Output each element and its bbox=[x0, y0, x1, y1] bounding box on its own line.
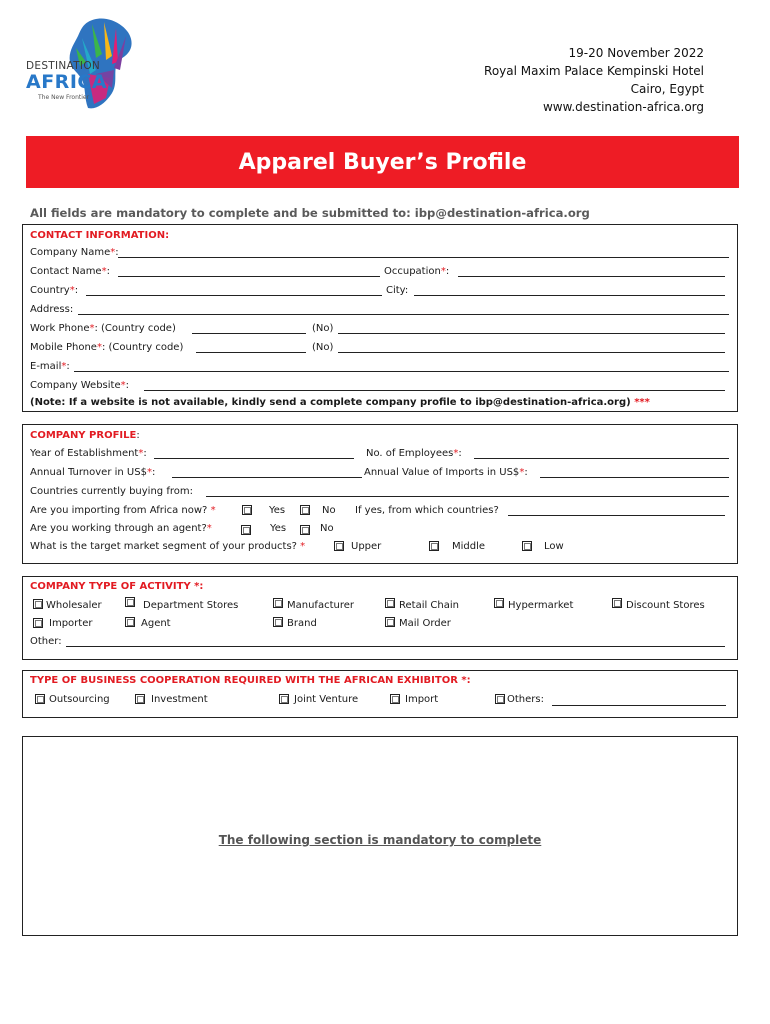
discount-stores-label: Discount Stores bbox=[626, 600, 705, 611]
colon: : bbox=[106, 266, 110, 277]
importing-yes-checkbox[interactable] bbox=[242, 505, 252, 515]
retail-chain-checkbox[interactable] bbox=[385, 598, 395, 608]
manufacturer-checkbox[interactable] bbox=[273, 598, 283, 608]
importing-row bbox=[30, 504, 729, 518]
joint-venture-label: Joint Venture bbox=[294, 694, 359, 705]
mail-order-checkbox[interactable] bbox=[385, 617, 395, 627]
address-field[interactable] bbox=[78, 314, 729, 315]
company-profile-heading-wrap bbox=[30, 430, 140, 441]
final-section bbox=[22, 736, 738, 936]
year-field[interactable] bbox=[154, 458, 354, 459]
joint-venture-checkbox[interactable] bbox=[279, 694, 289, 704]
importing-question: Are you importing from Africa now? bbox=[30, 505, 208, 516]
final-section-note: The following section is mandatory to complete bbox=[218, 833, 542, 847]
colon: : bbox=[143, 448, 147, 459]
colon: : bbox=[125, 380, 129, 391]
segment-question: What is the target market segment of your products? bbox=[30, 541, 297, 552]
required-star: * bbox=[138, 448, 144, 459]
work-no-label: (No) bbox=[312, 323, 334, 334]
importer-label: Importer bbox=[49, 618, 93, 629]
turnover-field[interactable] bbox=[172, 477, 362, 478]
agent-no-checkbox[interactable] bbox=[300, 525, 310, 535]
segment-middle-checkbox[interactable] bbox=[429, 541, 439, 551]
contact-section bbox=[22, 224, 738, 412]
cooperation-section bbox=[22, 670, 738, 718]
required-star: * bbox=[120, 380, 126, 391]
mandatory-note: All fields are mandatory to complete and be submitted to: ibp@destination-africa.org bbox=[30, 206, 590, 220]
colon: : bbox=[115, 247, 119, 258]
agent-yes-checkbox[interactable] bbox=[241, 525, 251, 535]
retail-chain-label: Retail Chain bbox=[399, 600, 459, 611]
activity-other-label: Other: bbox=[30, 636, 62, 647]
occupation-label: Occupation bbox=[384, 266, 441, 277]
required-star: * bbox=[146, 467, 152, 478]
colon: : bbox=[66, 361, 70, 372]
required-star: * bbox=[101, 266, 107, 277]
title-banner bbox=[26, 136, 739, 188]
imports-value-label: Annual Value of Imports in US$ bbox=[364, 467, 520, 478]
event-website: www.destination-africa.org bbox=[542, 100, 704, 114]
required-star: * bbox=[519, 467, 525, 478]
establishment-row bbox=[30, 447, 729, 461]
cooperation-heading: TYPE OF BUSINESS COOPERATION REQUIRED WITH THE AFRICAN EXHIBITOR *: bbox=[30, 675, 471, 686]
contact-name-label: Contact Name bbox=[30, 266, 102, 277]
required-star: * bbox=[453, 448, 459, 459]
company-name-label: Company Name bbox=[30, 247, 111, 258]
importing-no-checkbox[interactable] bbox=[300, 505, 310, 515]
importer-checkbox[interactable] bbox=[33, 618, 43, 628]
employees-label: No. of Employees bbox=[366, 448, 454, 459]
email-row bbox=[30, 360, 729, 374]
required-star: * bbox=[110, 247, 116, 258]
website-row bbox=[30, 379, 729, 393]
country-field[interactable] bbox=[86, 295, 382, 296]
page-title: Apparel Buyer’s Profile bbox=[238, 149, 527, 175]
contact-name-row bbox=[30, 265, 729, 279]
importing-no-label: No bbox=[322, 505, 336, 516]
wholesaler-checkbox[interactable] bbox=[33, 599, 43, 609]
department-stores-checkbox[interactable] bbox=[125, 597, 135, 607]
country-row bbox=[30, 284, 729, 298]
colon: : bbox=[151, 467, 156, 478]
contact-name-field[interactable] bbox=[118, 276, 380, 277]
event-info bbox=[484, 44, 704, 116]
others-label: Others: bbox=[507, 694, 544, 705]
agent-checkbox[interactable] bbox=[125, 617, 135, 627]
required-star: * bbox=[210, 505, 216, 516]
mobile-phone-field[interactable] bbox=[338, 352, 725, 353]
segment-middle-label: Middle bbox=[452, 541, 486, 552]
year-label: Year of Establishment bbox=[30, 448, 139, 459]
country-code-label: : (Country code) bbox=[94, 323, 176, 334]
segment-low-label: Low bbox=[544, 541, 564, 552]
event-dates: 19-20 November 2022 bbox=[568, 46, 704, 60]
website-note: (Note: If a website is not available, kindly send a complete company profile to ibp@destination-africa.org) bbox=[30, 397, 631, 408]
activity-heading: COMPANY TYPE OF ACTIVITY *: bbox=[30, 581, 204, 592]
which-countries-field[interactable] bbox=[508, 515, 725, 516]
required-star: * bbox=[61, 361, 67, 372]
others-checkbox[interactable] bbox=[495, 694, 505, 704]
investment-label: Investment bbox=[151, 694, 208, 705]
address-label: Address: bbox=[30, 304, 74, 315]
mobile-country-code-field[interactable] bbox=[196, 352, 306, 353]
required-star: * bbox=[69, 285, 75, 296]
turnover-label: Annual Turnover in US$ bbox=[30, 467, 147, 478]
others-field[interactable] bbox=[552, 705, 726, 706]
which-countries-label: If yes, from which countries? bbox=[355, 505, 499, 516]
colon: : bbox=[445, 266, 450, 277]
investment-checkbox[interactable] bbox=[135, 694, 145, 704]
company-profile-section bbox=[22, 424, 738, 564]
colon: : bbox=[458, 448, 462, 459]
mobile-phone-label: Mobile Phone bbox=[30, 342, 97, 353]
agent-question: Are you working through an agent? bbox=[30, 523, 207, 534]
hypermarket-checkbox[interactable] bbox=[494, 598, 504, 608]
colon: : bbox=[74, 285, 79, 296]
activity-other-row bbox=[30, 635, 729, 649]
work-phone-field[interactable] bbox=[338, 333, 725, 334]
outsourcing-label: Outsourcing bbox=[49, 694, 110, 705]
activity-other-field[interactable] bbox=[66, 646, 725, 647]
company-profile-heading: COMPANY PROFILE bbox=[30, 430, 137, 441]
wholesaler-label: Wholesaler bbox=[46, 600, 102, 611]
company-name-field[interactable] bbox=[118, 257, 729, 258]
countries-row bbox=[30, 485, 729, 499]
company-name-row bbox=[30, 246, 729, 260]
mail-order-label: Mail Order bbox=[399, 618, 451, 629]
website-field[interactable] bbox=[144, 390, 725, 391]
destination-africa-logo bbox=[26, 14, 146, 114]
required-star: * bbox=[96, 342, 102, 353]
address-row bbox=[30, 303, 729, 317]
country-code-label: : (Country code) bbox=[101, 342, 184, 353]
manufacturer-label: Manufacturer bbox=[287, 600, 354, 611]
importing-yes-label: Yes bbox=[269, 505, 286, 516]
email-field[interactable] bbox=[74, 371, 729, 372]
required-star: * bbox=[440, 266, 446, 277]
colon: : bbox=[524, 467, 528, 478]
mobile-phone-row bbox=[30, 341, 729, 355]
work-phone-row bbox=[30, 322, 729, 336]
countries-field[interactable] bbox=[206, 496, 729, 497]
agent-label: Agent bbox=[141, 618, 171, 629]
logo-word-africa: AFRICA bbox=[26, 71, 108, 93]
event-venue: Royal Maxim Palace Kempinski Hotel bbox=[484, 64, 704, 78]
colon: : bbox=[136, 430, 140, 441]
work-phone-label: Work Phone bbox=[30, 323, 90, 334]
outsourcing-checkbox[interactable] bbox=[35, 694, 45, 704]
required-star: * bbox=[89, 323, 95, 334]
event-city: Cairo, Egypt bbox=[630, 82, 704, 96]
city-label: City: bbox=[386, 285, 409, 296]
segment-row bbox=[30, 540, 729, 554]
required-star: * bbox=[206, 523, 212, 534]
email-label: E-mail bbox=[30, 361, 62, 372]
city-field[interactable] bbox=[414, 295, 725, 296]
hypermarket-label: Hypermarket bbox=[508, 600, 574, 611]
logo-word-destination: DESTINATION bbox=[26, 60, 101, 72]
import-checkbox[interactable] bbox=[390, 694, 400, 704]
department-stores-label: Department Stores bbox=[143, 600, 239, 611]
mobile-no-label: (No) bbox=[312, 342, 334, 353]
brand-label: Brand bbox=[287, 618, 317, 629]
imports-value-field[interactable] bbox=[540, 477, 729, 478]
segment-low-checkbox[interactable] bbox=[522, 541, 532, 551]
agent-yes-label: Yes bbox=[270, 523, 287, 534]
countries-label: Countries currently buying from: bbox=[30, 486, 193, 497]
contact-heading: CONTACT INFORMATION: bbox=[30, 230, 170, 241]
agent-no-label: No bbox=[320, 523, 334, 534]
website-note-row bbox=[30, 396, 729, 410]
country-label: Country bbox=[30, 285, 70, 296]
brand-checkbox[interactable] bbox=[273, 617, 283, 627]
occupation-field[interactable] bbox=[458, 276, 725, 277]
segment-upper-label: Upper bbox=[351, 541, 382, 552]
work-country-code-field[interactable] bbox=[192, 333, 306, 334]
required-star: * bbox=[300, 541, 306, 552]
agent-row bbox=[30, 522, 729, 536]
activity-section bbox=[22, 576, 738, 660]
turnover-row bbox=[30, 466, 729, 480]
website-label: Company Website bbox=[30, 380, 121, 391]
discount-stores-checkbox[interactable] bbox=[612, 598, 622, 608]
import-label: Import bbox=[405, 694, 439, 705]
website-note-stars: *** bbox=[634, 397, 650, 408]
employees-field[interactable] bbox=[474, 458, 729, 459]
logo-tagline: The New Frontier bbox=[38, 94, 90, 101]
segment-upper-checkbox[interactable] bbox=[334, 541, 344, 551]
